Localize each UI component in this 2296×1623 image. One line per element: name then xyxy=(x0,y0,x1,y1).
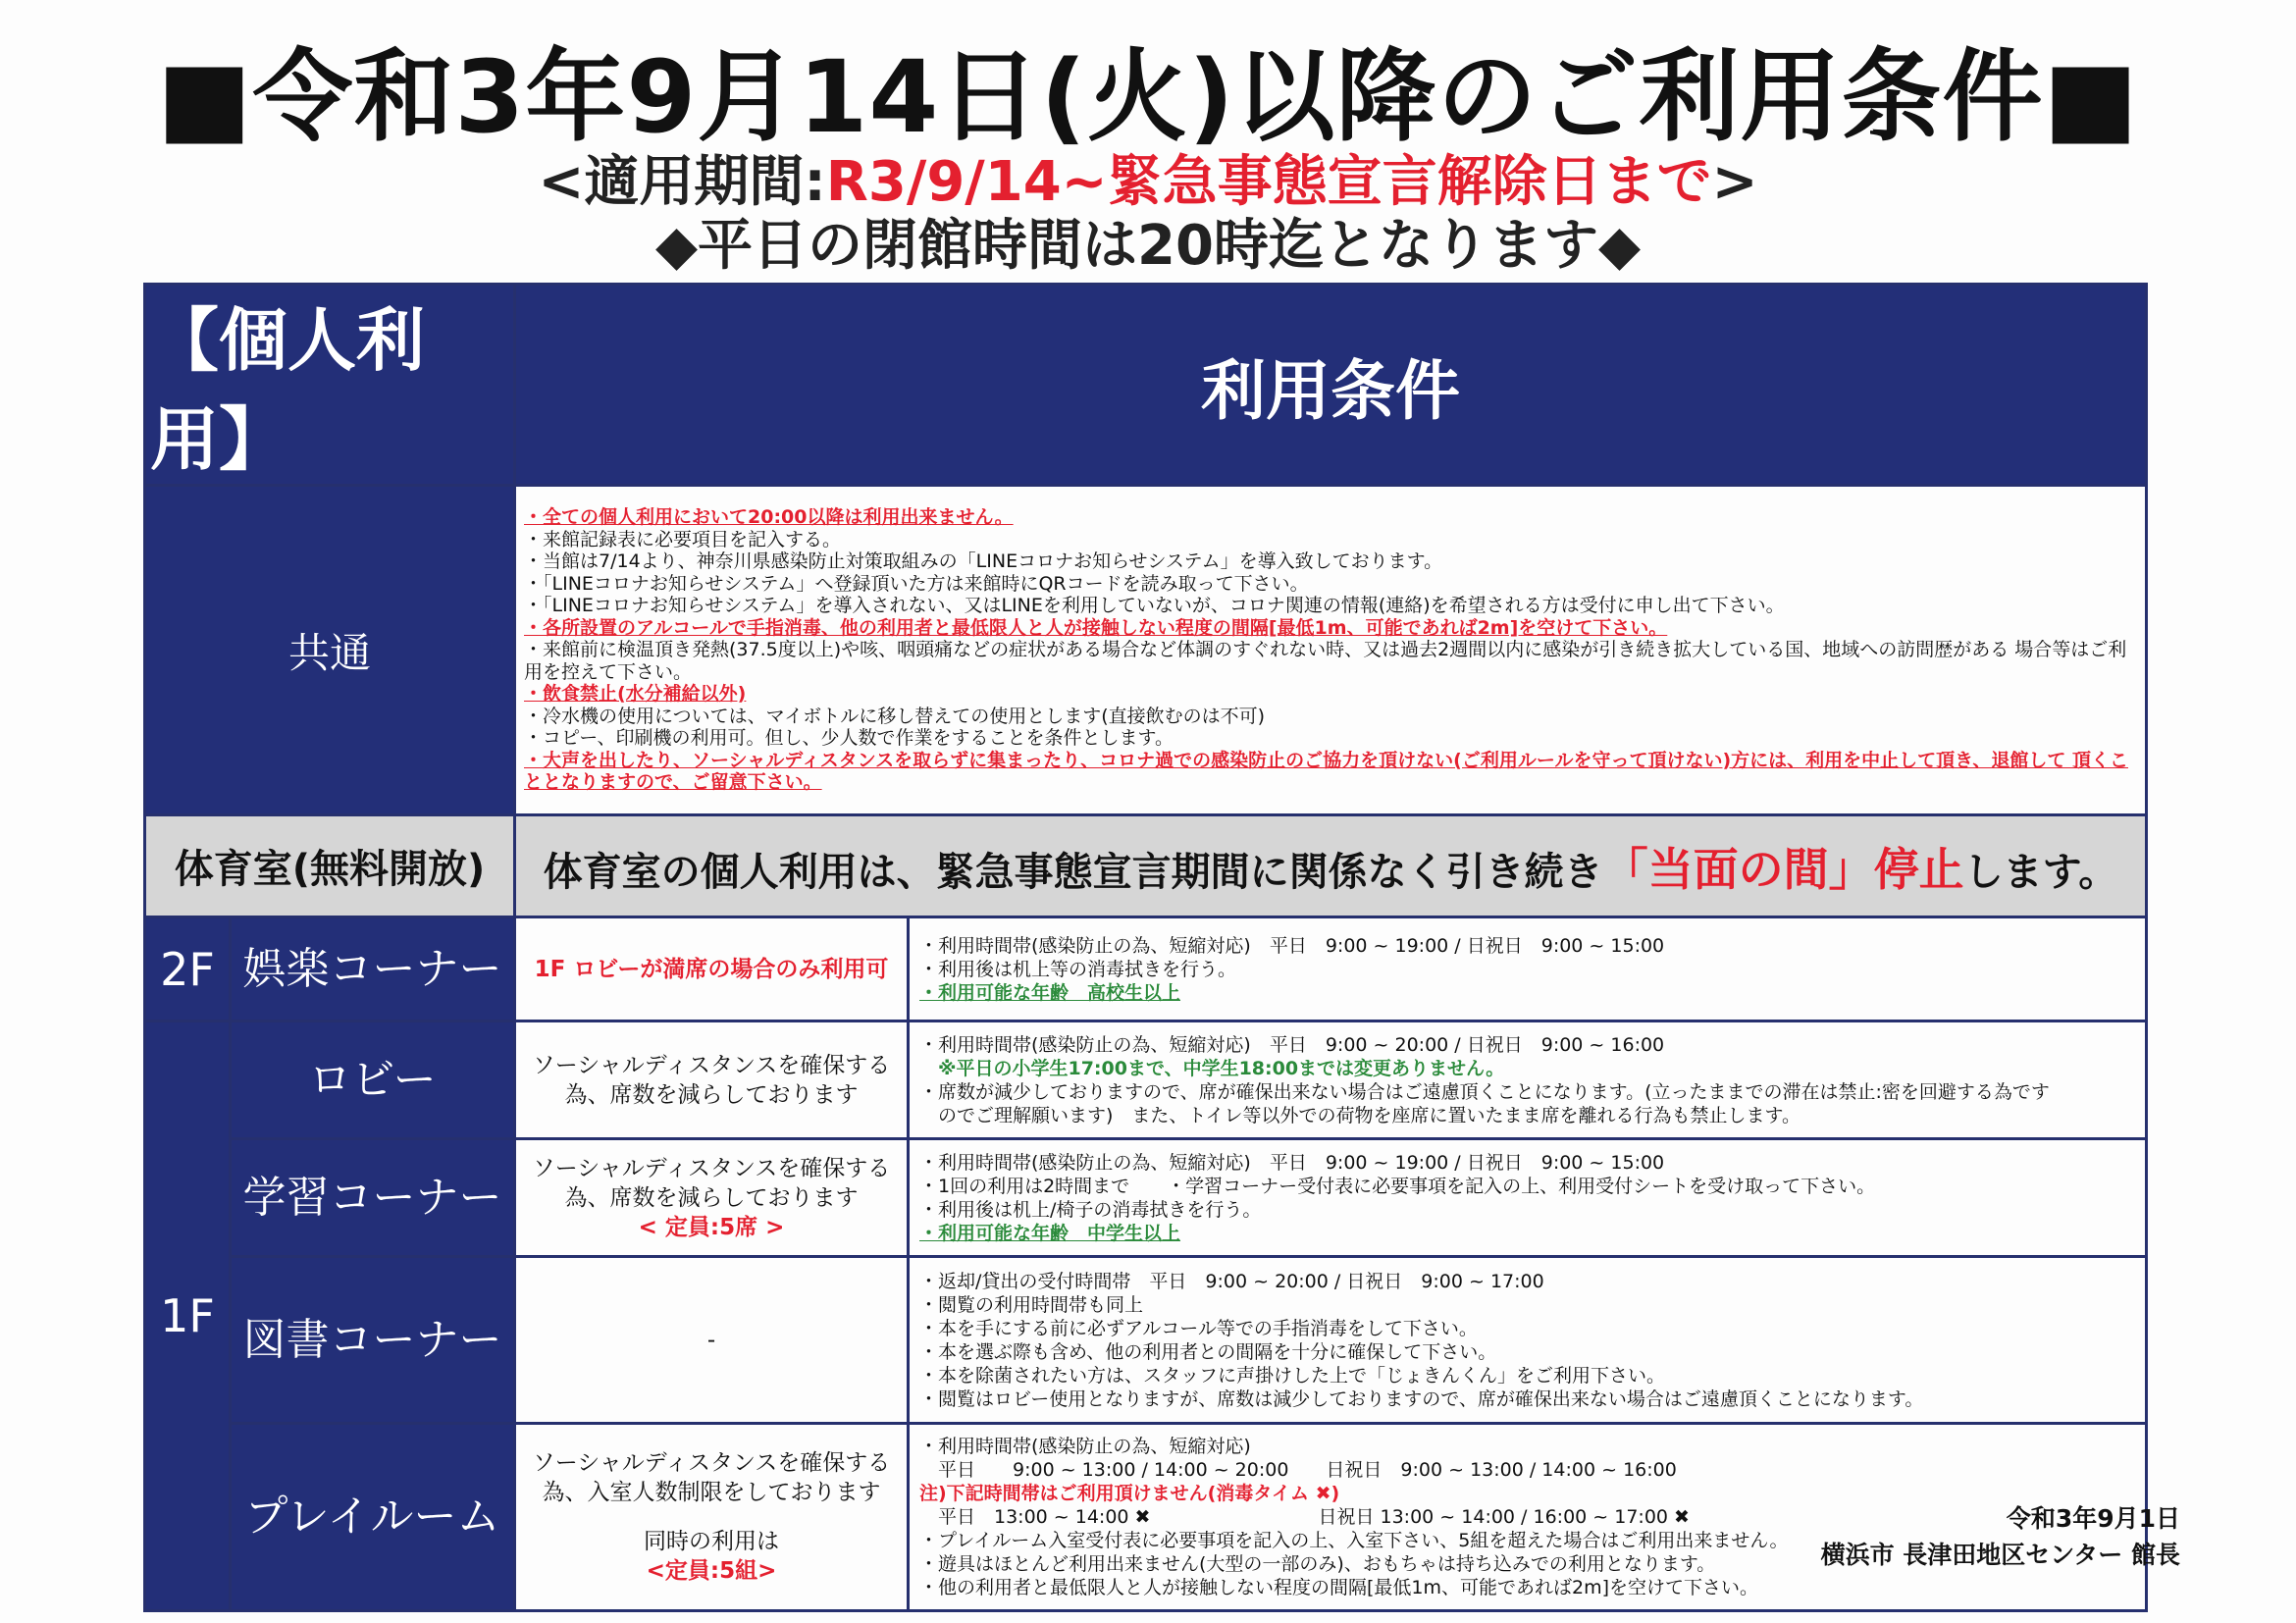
entertainment-note: ・利用可能な年齢 高校生以上 xyxy=(919,981,1181,1004)
applicable-period xyxy=(0,147,2296,218)
entertainment-notes xyxy=(909,917,2147,1021)
playroom-note: ・利用時間帯(感染防止の為、短縮対応) xyxy=(919,1436,1251,1457)
library-note: ・閲覧の利用時間帯も同上 xyxy=(919,1293,1144,1316)
common-note: ・来館記録表に必要項目を記入する。 xyxy=(524,528,842,550)
gym-message xyxy=(515,815,2147,917)
library-note: ・本を除菌されたい方は、スタッフに声掛けした上で「じょきんくん」をご利用下さい。 xyxy=(919,1364,1666,1387)
area-library: 図書コーナー xyxy=(231,1257,515,1424)
lobby-note: のでご理解願います) また、トイレ等以外での荷物を座席に置いたまま席を離れる行為も禁止します。 xyxy=(919,1104,1800,1126)
common-notes xyxy=(515,486,2147,815)
library-note: ・返却/貸出の受付時間帯 平日 9:00 ~ 20:00 / 日祝日 9:00 ~ 17:00 xyxy=(919,1270,1544,1292)
floor-1f: 1F xyxy=(145,1021,231,1611)
gym-message-pre: 体育室の個人利用は、緊急事態宣言期間に関係なく引き続き xyxy=(543,849,1603,895)
library-condition: - xyxy=(515,1257,909,1424)
period-highlight: R3/9/14~緊急事態宣言解除日まで xyxy=(825,150,1712,214)
library-note: ・閲覧はロビー使用となりますが、席数は減少しておりますので、席が確保出来ない場合はご遠慮頂くことになります。 xyxy=(919,1387,1924,1410)
playroom-condition-text: ソーシャルディスタンスを確保する為、入室人数制限をしております xyxy=(532,1450,891,1505)
common-note: ・「LINEコロナお知らせシステム」へ登録頂いた方は来館時にQRコードを読み取って下さい。 xyxy=(524,572,1309,595)
issue-date: 令和3年9月1日 xyxy=(2006,1504,2180,1533)
study-note: ・利用可能な年齢 中学生以上 xyxy=(919,1222,1181,1244)
area-study: 学習コーナー xyxy=(231,1139,515,1257)
common-note: ・当館は7/14より、神奈川県感染防止対策取組みの「LINEコロナお知らせシステム」を導入致しております。 xyxy=(524,550,1443,573)
library-note: ・本を選ぶ際も含め、他の利用者との間隔を十分に確保して下さい。 xyxy=(919,1340,1497,1363)
common-note: ・「LINEコロナお知らせシステム」を導入されない、又はLINEを利用していないが、コロナ関連の情報(連絡)を希望される方は受付に申し出て下さい。 xyxy=(524,595,1785,617)
playroom-condition xyxy=(515,1424,909,1611)
study-condition-text: ソーシャルディスタンスを確保する為、席数を減らしております xyxy=(532,1155,891,1211)
playroom-simultaneous: 同時の利用は xyxy=(644,1529,779,1554)
common-label: 共通 xyxy=(145,486,515,815)
gym-message-highlight: 「当面の間」停止 xyxy=(1602,842,1964,896)
area-lobby: ロビー xyxy=(231,1021,515,1139)
study-note: ・利用時間帯(感染防止の為、短縮対応) 平日 9:00 ~ 19:00 / 日祝日 9:00 ~ 15:00 xyxy=(919,1151,1665,1174)
issuer: 横浜市 長津田地区センター 館長 xyxy=(1820,1541,2180,1569)
playroom-note: 注)下記時間帯はご利用頂けません(消毒タイム ✖) xyxy=(919,1483,1340,1504)
period-prefix: <適用期間: xyxy=(538,150,826,214)
playroom-note: ・他の利用者と最低限人と人が接触しない程度の間隔[最低1m、可能であれば2m]を空けて下さい。 xyxy=(919,1577,1759,1598)
gym-message-post: します。 xyxy=(1963,849,2118,895)
lobby-notes xyxy=(909,1021,2147,1139)
lobby-note: ・席数が減少しておりますので、席が確保出来ない場合はご遠慮頂くことになります。(立ったままでの滞在は禁止:密を回避する為です xyxy=(919,1080,2050,1103)
area-playroom: プレイルーム xyxy=(231,1424,515,1611)
header-personal-use: 【個人利用】 xyxy=(145,285,515,486)
study-notes xyxy=(909,1139,2147,1257)
playroom-note: ・プレイルーム入室受付表に必要事項を記入の上、入室下さい、5組を超えた場合はご利用出来ません。 xyxy=(919,1530,1789,1551)
playroom-note: ・遊具はほとんど利用出来ません(大型の一部のみ)、おもちゃは持ち込みでの利用となります。 xyxy=(919,1553,1716,1575)
common-note: ・全ての個人利用において20:00以降は利用出来ません。 xyxy=(524,506,1014,529)
common-note: ・各所設置のアルコールで手指消毒、他の利用者と最低限人と人が接触しない程度の間隔[最低1m、可能であれば2m]を空けて下さい。 xyxy=(524,616,1668,639)
entertainment-condition: 1F ロビーが満席の場合のみ利用可 xyxy=(515,917,909,1021)
common-note: ・来館前に検温頂き発熱(37.5度以上)や咳、咽頭痛などの症状がある場合など体調のすぐれない時、又は過去2週間以内に感染が引き続き拡大している国、地域への訪問歴がある 場合等はご利用を控えて下さい。 xyxy=(524,639,2127,683)
library-note: ・本を手にする前に必ずアルコール等での手指消毒をして下さい。 xyxy=(919,1317,1478,1339)
entertainment-note: ・利用時間帯(感染防止の為、短縮対応) 平日 9:00 ~ 19:00 / 日祝日 9:00 ~ 15:00 xyxy=(919,934,1665,957)
gym-label: 体育室(無料開放) xyxy=(145,815,515,917)
study-condition xyxy=(515,1139,909,1257)
study-capacity: < 定員:5席 > xyxy=(638,1214,785,1240)
common-note: ・大声を出したり、ソーシャルディスタンスを取らずに集まったり、コロナ過での感染防止のご協力を頂けない(ご利用ルールを守って頂けない)方には、利用を中止して頂き、退館して 頂くこととなりますので、ご留意下さい。 xyxy=(524,749,2128,794)
closing-time-notice: ◆平日の閉館時間は20時迄となります◆ xyxy=(654,214,1642,278)
study-note: ・1回の利用は2時間まで ・学習コーナー受付表に必要事項を記入の上、利用受付シートを受け取って下さい。 xyxy=(919,1175,1876,1197)
floor-2f: 2F xyxy=(145,917,231,1021)
period-suffix: > xyxy=(1711,150,1758,214)
common-note: ・冷水機の使用については、マイボトルに移し替えての使用とします(直接飲むのは不可) xyxy=(524,705,1266,727)
header-conditions: 利用条件 xyxy=(515,285,2147,486)
common-note: ・飲食禁止(水分補給以外) xyxy=(524,683,747,706)
page-title: ■令和3年9月14日(火)以降のご利用条件■ xyxy=(157,39,2139,156)
playroom-capacity: <定員:5組> xyxy=(646,1558,777,1584)
library-notes xyxy=(909,1257,2147,1424)
playroom-note: 平日 9:00 ~ 13:00 / 14:00 ~ 20:00 日祝日 9:00 ~ 13:00 / 14:00 ~ 16:00 xyxy=(919,1459,1677,1481)
area-entertainment: 娯楽コーナー xyxy=(231,917,515,1021)
usage-conditions-table xyxy=(143,283,2148,1612)
study-note: ・利用後は机上/椅子の消毒拭きを行う。 xyxy=(919,1198,1262,1221)
lobby-note: ※平日の小学生17:00まで、中学生18:00までは変更ありません。 xyxy=(919,1057,1505,1079)
common-note: ・コピー、印刷機の利用可。但し、少人数で作業をすることを条件とします。 xyxy=(524,727,1174,750)
entertainment-note: ・利用後は机上等の消毒拭きを行う。 xyxy=(919,958,1237,980)
playroom-note: 平日 13:00 ~ 14:00 ✖ 日祝日 13:00 ~ 14:00 / 16:00 ~ 17:00 ✖ xyxy=(919,1506,1690,1528)
lobby-note: ・利用時間帯(感染防止の為、短縮対応) 平日 9:00 ~ 20:00 / 日祝日 9:00 ~ 16:00 xyxy=(919,1033,1665,1056)
lobby-condition: ソーシャルディスタンスを確保する為、席数を減らしております xyxy=(515,1021,909,1139)
